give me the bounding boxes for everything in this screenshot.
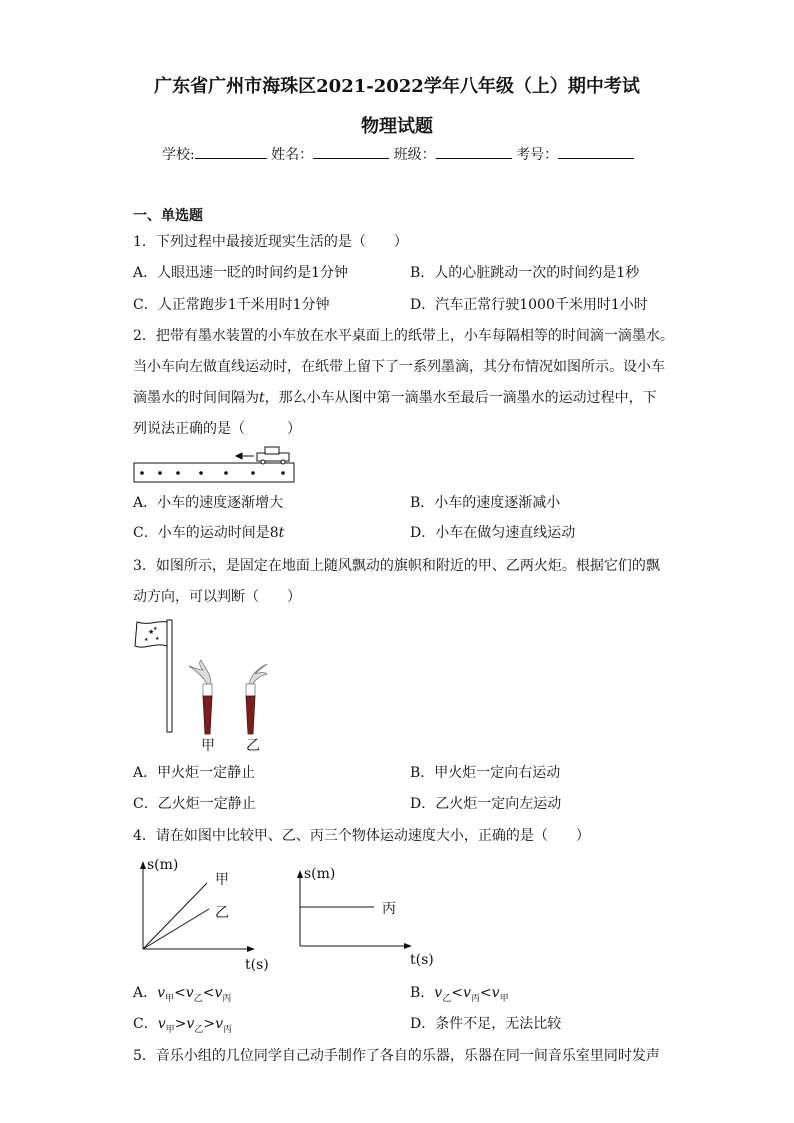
q4-stem: 4．请在如图中比较甲、乙、丙三个物体运动速度大小，正确的是（ ） (133, 828, 590, 844)
q4-sub-bing: 丙 (222, 993, 232, 1004)
q4-c-prefix: C． (133, 1016, 158, 1032)
left-arrow-icon (236, 453, 254, 459)
school-label: 学校: (162, 147, 195, 163)
q4-var-v: v (185, 985, 194, 1001)
q4-option-b[interactable] (410, 983, 509, 1009)
flagpole (167, 620, 172, 732)
q3-option-b[interactable]: B．甲火炬一定向右运动 (410, 765, 561, 781)
toy-car-icon (257, 447, 289, 464)
flag-star-icon: ★ (155, 636, 160, 642)
q4-sub-jia: 甲 (165, 993, 175, 1004)
ink-drop (224, 471, 228, 475)
q4-sub-yi: 乙 (194, 1024, 204, 1035)
torch-a-label: 甲 (201, 738, 215, 754)
q4-option-d[interactable]: D．条件不足，无法比较 (410, 1016, 562, 1032)
q2-option-b[interactable]: B．小车的速度逐渐减小 (410, 495, 561, 511)
class-blank[interactable] (436, 144, 512, 159)
torch-b-head (246, 684, 255, 696)
torch-a-head (203, 684, 212, 696)
ink-drop (251, 471, 255, 475)
ink-drop (281, 471, 285, 475)
ink-drop (199, 471, 203, 475)
q3-flag-torch-diagram (133, 616, 283, 754)
q4-sub-yi: 乙 (442, 993, 452, 1004)
q4-graph-1 (133, 853, 273, 975)
flag-star-icon: ★ (148, 628, 155, 636)
q2-line1: 2．把带有墨水装置的小车放在水平桌面上的纸带上，小车每隔相等的时间滴一滴墨水。 (133, 328, 674, 344)
q4-op: > (174, 1016, 187, 1032)
q3-line2: 动方向，可以判断（ ） (133, 589, 301, 605)
q2-option-d[interactable]: D．小车在做匀速直线运动 (410, 525, 576, 541)
school-blank[interactable] (195, 144, 267, 159)
q1-stem: 1．下列过程中最接近现实生活的是（ ） (133, 234, 408, 250)
paper-subtitle: 物理试题 (361, 116, 433, 137)
torch-a-flame (189, 660, 211, 684)
torch-b-label: 乙 (246, 738, 260, 754)
q4-option-c[interactable] (133, 1014, 232, 1040)
graph1-label-jia: 甲 (215, 872, 229, 888)
q2-option-c-text: C．小车的运动时间是8 (133, 525, 279, 541)
q4-var-v: v (186, 1016, 195, 1032)
q2-line3 (133, 388, 657, 408)
q3-option-c[interactable]: C．乙火炬一定静止 (133, 796, 256, 812)
graph1-x-label: t(s) (245, 957, 269, 973)
graph1-label-yi: 乙 (215, 905, 229, 921)
q5-line1: 5．音乐小组的几位同学自己动手制作了各自的乐器，乐器在同一间音乐室里同时发声 (133, 1048, 660, 1064)
q4-graph-2 (290, 862, 434, 972)
q4-sub-bing: 丙 (222, 1024, 232, 1035)
q2-line2: 当小车向左做直线运动时，在纸带上留下了一系列墨滴，其分布情况如图所示。设小车 (133, 359, 665, 375)
q2-tape-diagram (133, 444, 295, 484)
q4-var-v: v (434, 985, 443, 1001)
q4-option-a[interactable] (133, 983, 231, 1009)
ink-drop (140, 471, 144, 475)
flag-star-icon: ★ (144, 637, 149, 643)
graph1-y-arrow (140, 861, 146, 869)
q4-sub-yi: 乙 (193, 993, 203, 1004)
q4-op: < (451, 985, 463, 1001)
q4-var-v: v (214, 985, 223, 1001)
graph2-x-label: t(s) (410, 952, 434, 968)
exam-no-blank[interactable] (558, 144, 634, 159)
q2-option-c[interactable] (133, 523, 284, 543)
paper-tape (134, 463, 294, 482)
q4-op: > (203, 1016, 216, 1032)
q2-option-a[interactable]: A．小车的速度逐渐增大 (133, 495, 284, 511)
section-heading: 一、单选题 (133, 208, 203, 224)
name-blank[interactable] (313, 144, 389, 159)
ink-drop (176, 471, 180, 475)
flag-icon (135, 620, 172, 732)
ink-drop (158, 471, 162, 475)
torch-a (189, 660, 212, 734)
q3-option-a[interactable]: A．甲火炬一定静止 (133, 765, 256, 781)
class-label: 班级： (393, 147, 436, 163)
q1-option-b[interactable]: B．人的心脏跳动一次的时间约是1秒 (410, 265, 640, 281)
q2-line4: 列说法正确的是（ ） (133, 421, 301, 437)
q4-op: < (174, 985, 186, 1001)
graph2-y-arrow (297, 870, 303, 878)
q4-b-prefix: B． (410, 985, 435, 1001)
q1-option-c[interactable]: C．人正常跑步1千米用时1分钟 (133, 297, 330, 313)
graph2-y-label: s(m) (304, 866, 336, 882)
q1-option-d[interactable]: D．汽车正常行驶1000千米用时1小时 (410, 297, 648, 313)
q4-a-prefix: A． (133, 985, 158, 1001)
q4-op: < (202, 985, 215, 1001)
q4-sub-bing: 丙 (470, 993, 480, 1004)
q4-var-v: v (157, 985, 166, 1001)
q2-line3-part1: 滴墨水的时间间隔为 (133, 390, 259, 406)
q4-var-v: v (157, 1016, 166, 1032)
q4-op: < (479, 985, 492, 1001)
q4-var-v: v (215, 1016, 223, 1032)
q2-variable-t: t (259, 390, 265, 406)
torch-b-handle (246, 696, 255, 734)
q1-option-a[interactable]: A．人眼迅速一眨的时间约是1分钟 (133, 265, 349, 281)
graph2-label-bing: 丙 (382, 901, 396, 917)
q4-var-v: v (462, 985, 471, 1001)
name-label: 姓名： (271, 147, 314, 163)
flag-star-icon: ★ (153, 626, 158, 632)
q2-line3-part2: ，那么小车从图中第一滴墨水至最后一滴墨水的运动过程中，下 (264, 390, 657, 406)
q4-sub-jia: 甲 (499, 993, 509, 1004)
q4-sub-jia: 甲 (165, 1024, 175, 1035)
graph1-y-label: s(m) (147, 857, 179, 873)
exam-no-label: 考号： (516, 147, 559, 163)
torch-b (246, 664, 267, 734)
q4-var-v: v (491, 985, 500, 1001)
q2-option-c-variable: t (278, 525, 285, 541)
torch-b-flame (249, 664, 267, 684)
paper-title: 广东省广州市海珠区2021-2022学年八年级（上）期中考试 (154, 76, 640, 97)
torch-a-handle (203, 696, 212, 734)
q3-line1: 3．如图所示，是固定在地面上随风飘动的旗帜和附近的甲、乙两火炬。根据它们的飘 (133, 558, 660, 574)
graph2-x-arrow (404, 943, 412, 949)
q3-option-d[interactable]: D．乙火炬一定向左运动 (410, 796, 562, 812)
student-info (162, 144, 634, 165)
graph1-x-arrow (247, 946, 255, 952)
